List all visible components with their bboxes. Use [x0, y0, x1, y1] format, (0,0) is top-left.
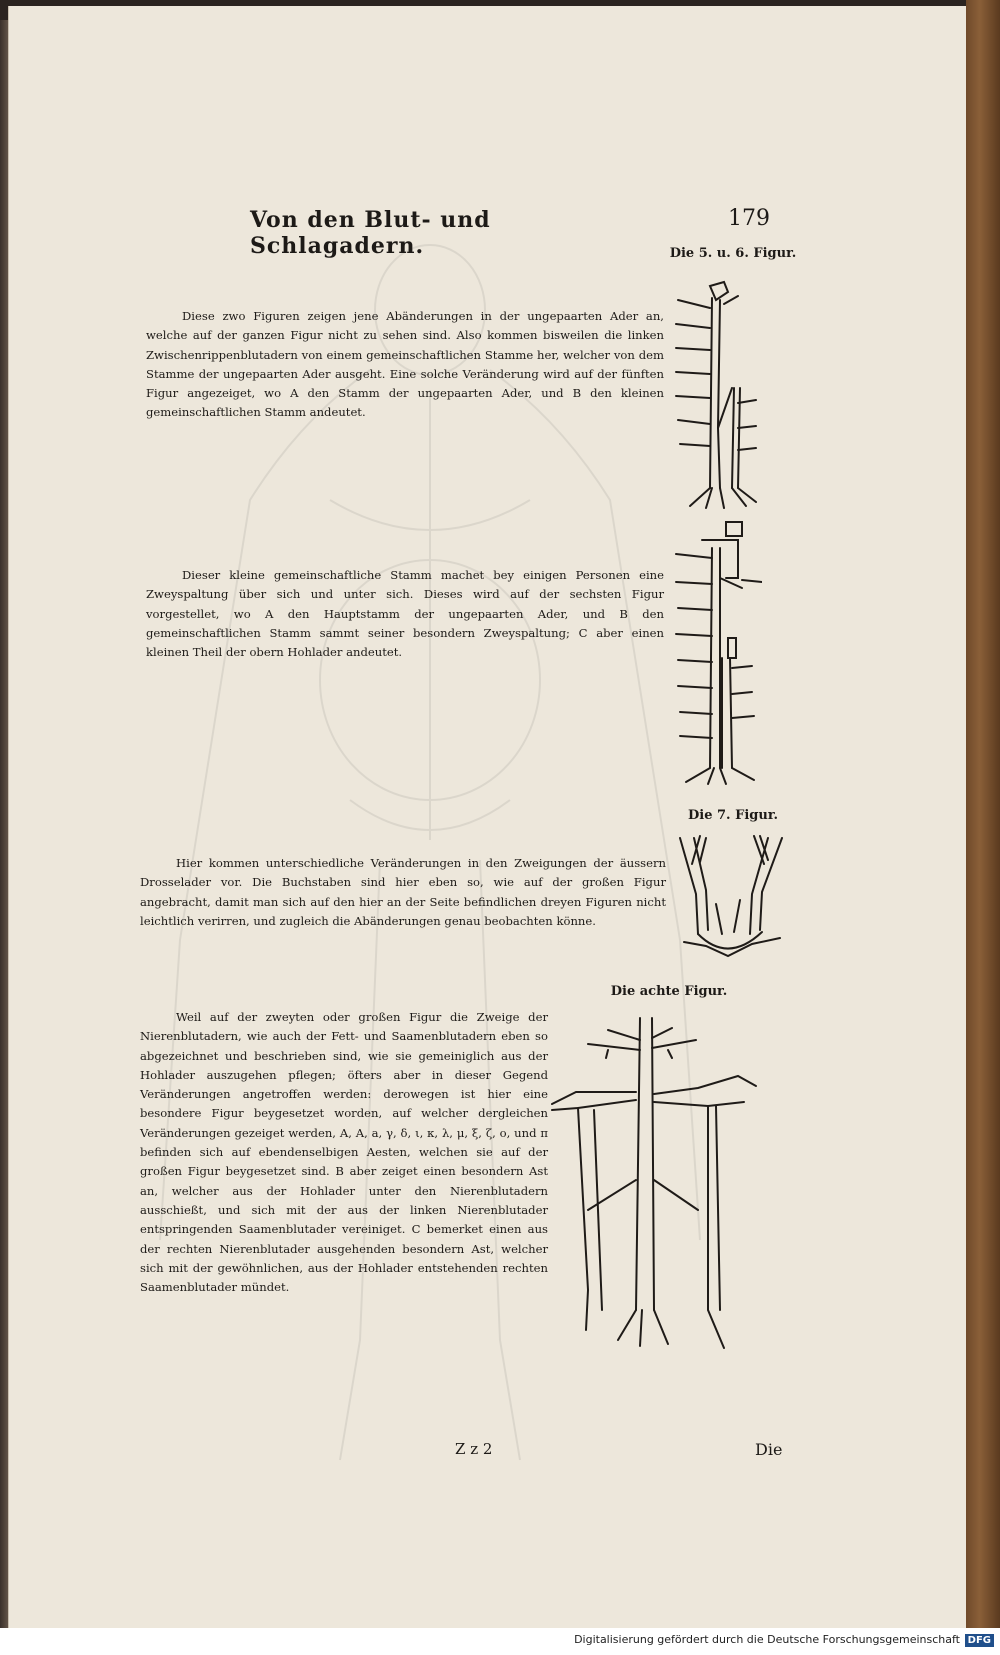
- running-title: Von den Blut- und Schlagadern.: [250, 207, 491, 259]
- figure-8-vein-illustration: [548, 1010, 760, 1352]
- dfg-logo: DFG: [965, 1634, 994, 1647]
- figure-7-caption: Die 7. Figur.: [688, 808, 778, 823]
- figure-6-vein-illustration: [672, 518, 762, 786]
- book-right-edge: [966, 0, 1000, 1640]
- figure-5-6-caption: Die 5. u. 6. Figur.: [669, 246, 797, 261]
- figure-7-vein-illustration: [676, 834, 788, 964]
- footer-bar: [0, 1628, 1000, 1655]
- figure-5-vein-illustration: [672, 278, 762, 510]
- catchword: Die: [755, 1440, 783, 1459]
- paragraph-figure-6-text: Dieser kleine gemeinschaftliche Stamm machet bey einigen Personen eine Zweyspaltung über sich und unter sich. Dieses wird auf der sechsten Figur vorgestellet, wo A den Hauptstamm der ungepaarten Ader, und B den gemeinschaftlichen Stamm sammt seiner besondern Zweyspaltung; C aber einen kleinen Theil der obern Hohlader andeutet.: [146, 568, 664, 660]
- paragraph-figure-5-text: Diese zwo Figuren zeigen jene Abänderungen in der ungepaarten Ader an, welche auf der ganzen Figur nicht zu sehen sind. Also kommen bisweilen die linken Zwischenrippenblutadern von einem gemeinschaftlichen Stamme her, welcher von dem Stamme der ungepaarten Ader ausgeht. Eine solche Veränderung wird auf der fünften Figur angezeiget, wo A den Stamm der ungepaarten Ader, und B den kleinen gemeinschaftlichen Stamm andeutet.: [146, 309, 664, 420]
- page-number: 179: [728, 206, 770, 231]
- paragraph-figure-8: [140, 1008, 548, 1297]
- paragraph-figure-8-text: Weil auf der zweyten oder großen Figur die Zweige der Nierenblutadern, wie auch der Fett- und Saamenblutadern eben so abgezeichnet und beschrieben sind, wie sie gemeiniglich aus der Hohlader auszugehen pflegen; öfters aber in dieser Gegend Veränderungen angetroffen werden: derowegen ist hier eine besondere Figur beygesetzet worden, auf welcher dergleichen Veränderungen gezeiget werden, A, A, a, γ, δ, ι, κ, λ, μ, ξ, ζ, ο, und π befinden sich auf ebendenselbigen Aesten, welchen sie auf der großen Figur beygesetzet sind. B aber zeiget einen besondern Ast an, welcher aus der Hohlader unter den Nierenblutadern ausschießt, und sich mit der aus der linken Nierenblutader entspringenden Saamenblutader vereiniget. C bemerket einen aus der rechten Nierenblutader ausgehenden besondern Ast, welcher sich mit der gewöhnlichen, aus der Hohlader entstehenden rechten Saamenblutader mündet.: [140, 1010, 548, 1295]
- paragraph-figure-7: [140, 854, 666, 931]
- paragraph-figure-7-text: Hier kommen unterschiedliche Veränderungen in den Zweigungen der äussern Drosselader vor. Die Buchstaben sind hier eben so, wie auf der großen Figur angebracht, damit man sich auf den hier an der Seite befindlichen dreyen Figuren nicht leichtlich verirren, und zugleich die Abänderungen genau beobachten könne.: [140, 856, 666, 928]
- footer-credit: Digitalisierung gefördert durch die Deutsche Forschungsgemeinschaft: [574, 1633, 960, 1646]
- signature-mark: Z z 2: [455, 1440, 493, 1458]
- figure-8-caption: Die achte Figur.: [610, 984, 728, 999]
- paragraph-figure-5: [146, 307, 664, 423]
- paragraph-figure-6: [146, 566, 664, 662]
